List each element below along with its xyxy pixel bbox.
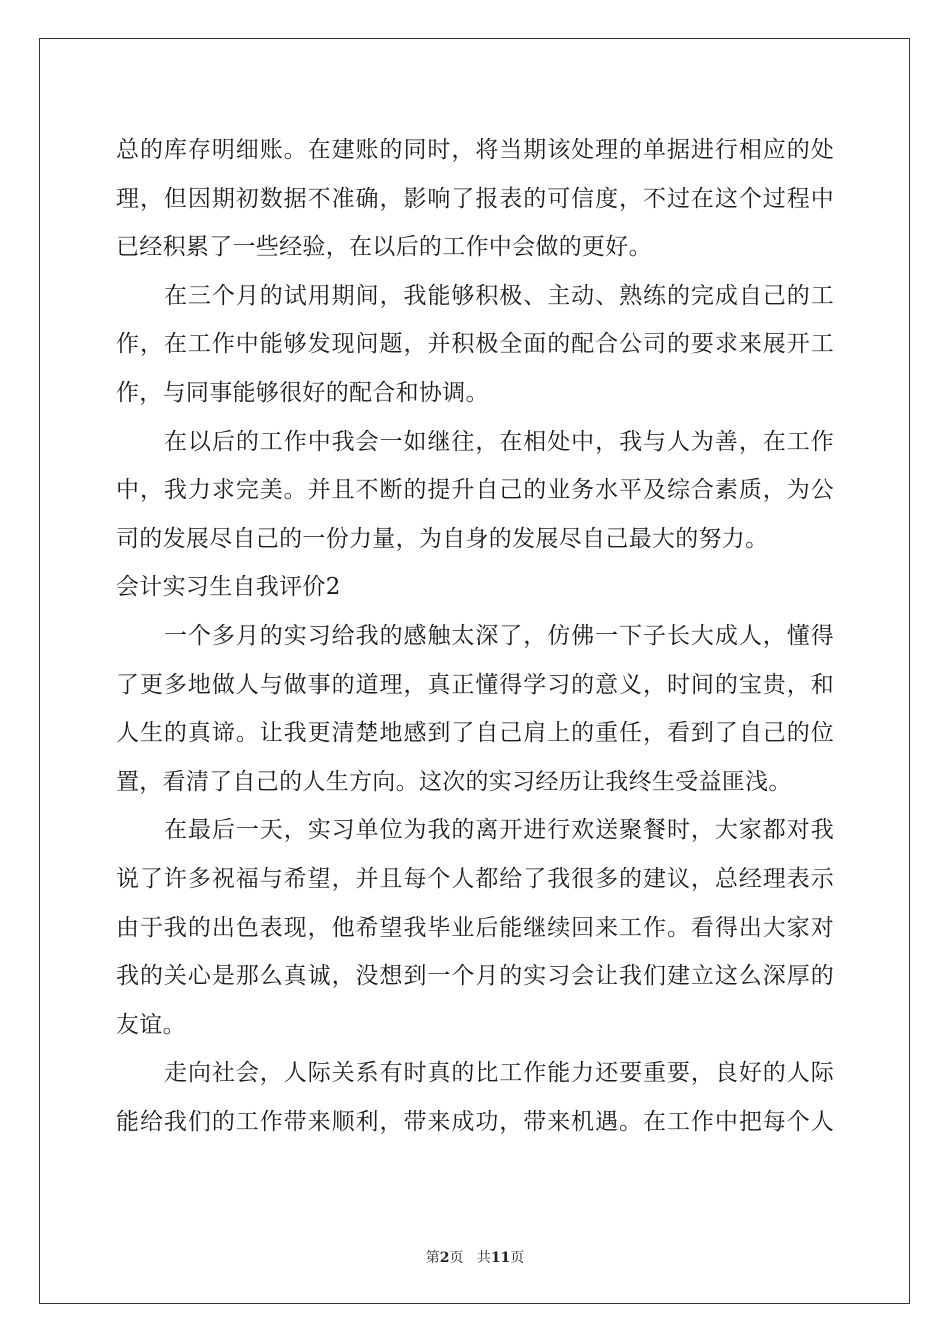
- text-line: 友谊。: [116, 1011, 186, 1038]
- document-body: [116, 126, 834, 1146]
- page-prefix: 第: [425, 1250, 440, 1266]
- total-pages: 11: [490, 1250, 511, 1266]
- page-footer: [0, 1247, 950, 1267]
- text-line: 司的发展尽自己的一份力量，为自身的发展尽自己最大的努力。: [116, 525, 769, 552]
- text-line: 在以后的工作中我会一如继往，在相处中，我与人为善，在工作: [164, 428, 834, 455]
- text-line: 中，我力求完美。并且不断的提升自己的业务水平及综合素质，为公: [116, 477, 834, 504]
- page-number: 2: [439, 1250, 450, 1266]
- text-line: 总的库存明细账。在建账的同时，将当期该处理的单据进行相应的处: [116, 137, 834, 163]
- text-line: 我的关心是那么真诚，没想到一个月的实习会让我们建立这么深厚的: [116, 963, 834, 990]
- text-line: 走向社会，人际关系有时真的比工作能力还要重要，良好的人际: [164, 1060, 834, 1087]
- total-prefix: 共: [476, 1250, 491, 1266]
- text-line: 人生的真谛。让我更清楚地感到了自己肩上的重任，看到了自己的位: [116, 720, 834, 747]
- text-line: 一个多月的实习给我的感触太深了，仿佛一下子长大成人，懂得: [164, 622, 834, 649]
- text-line: 了更多地做人与做事的道理，真正懂得学习的意义，时间的宝贵，和: [116, 671, 834, 698]
- text-line: 能给我们的工作带来顺利，带来成功，带来机遇。在工作中把每个人: [116, 1108, 834, 1135]
- text-line: 在三个月的试用期间，我能够积极、主动、熟练的完成自己的工: [164, 282, 834, 309]
- section-heading: 会计实习生自我评价2: [116, 574, 341, 601]
- text-line: 在最后一天，实习单位为我的离开进行欢送聚餐时，大家都对我: [164, 817, 834, 844]
- text-line: 作，与同事能够很好的配合和协调。: [116, 379, 489, 406]
- text-line: 由于我的出色表现，他希望我毕业后能继续回来工作。看得出大家对: [116, 914, 834, 941]
- text-line: 说了许多祝福与希望，并且每个人都给了我很多的建议，总经理表示: [116, 865, 834, 892]
- text-line: 置，看清了自己的人生方向。这次的实习经历让我终生受益匪浅。: [116, 768, 792, 795]
- text-line: 作，在工作中能够发现问题，并积极全面的配合公司的要求来展开工: [116, 331, 834, 358]
- total-suffix: 页: [510, 1250, 525, 1266]
- text-line: 已经积累了一些经验，在以后的工作中会做的更好。: [116, 234, 652, 261]
- page-suffix: 页: [449, 1250, 464, 1266]
- text-line: 理，但因期初数据不准确，影响了报表的可信度，不过在这个过程中: [116, 185, 834, 212]
